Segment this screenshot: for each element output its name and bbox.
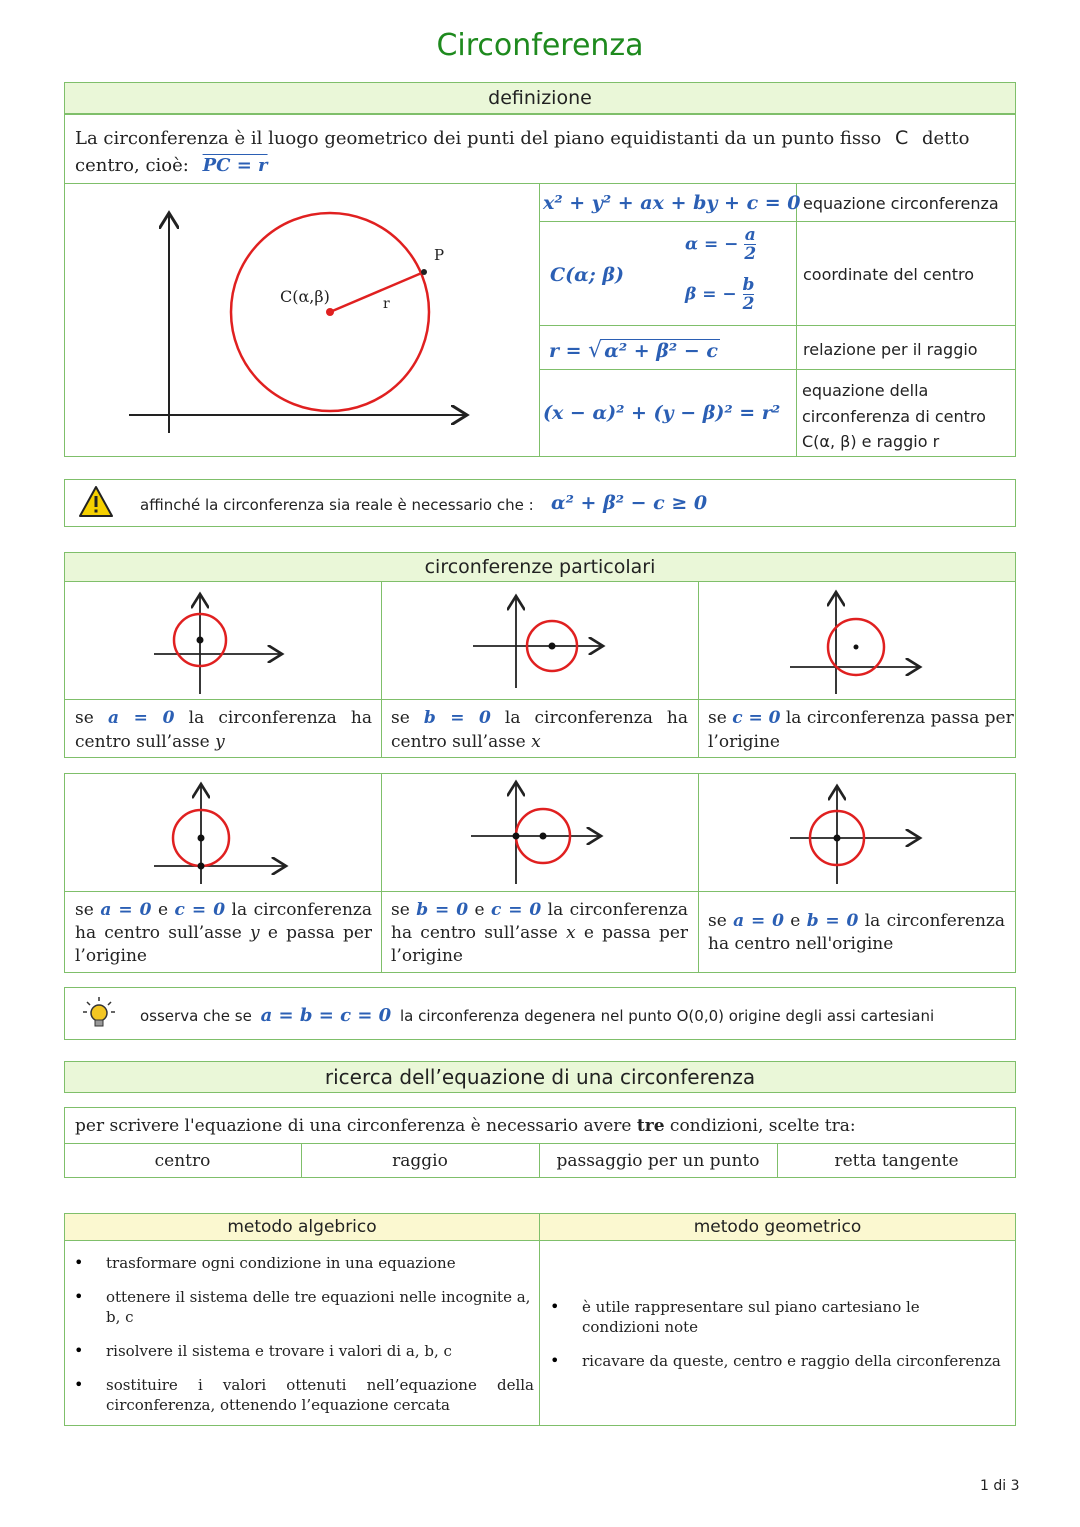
particolari-header: circonferenze particolari (64, 552, 1016, 582)
warning-formula: α² + β² − c ≥ 0 (551, 492, 708, 514)
general-equation: x² + y² + ax + by + c = 0 (543, 192, 801, 214)
circle-figure (64, 183, 539, 457)
caption-a0-line2: centro sull’asse y (75, 732, 225, 752)
pc-formula: PC = r (202, 155, 268, 176)
caption-b0-line2: centro sull’asse x (391, 732, 541, 752)
diagram-c0 (698, 582, 1015, 698)
caption-a0-c0: se a = 0 e c = 0 la circonferenza ha centro sull’asse y e passa per l’origine (75, 900, 373, 966)
radius-desc: relazione per il raggio (803, 340, 978, 359)
geometrico-list (540, 1297, 1010, 1385)
beta-formula: β = − $\frac{b}{2}$ (685, 275, 755, 314)
list-item: • trasformare ogni condizione in una equazione (64, 1253, 534, 1273)
condition-tangente: retta tangente (834, 1151, 959, 1171)
caption-a0-line1: se a = 0 la circonferenza ha (75, 708, 373, 728)
point-label: P (434, 246, 445, 264)
caption-a0-b0: se a = 0 e b = 0 la circonferenza ha centro nell'origine (708, 911, 1005, 954)
canonical-equation: (x − α)² + (y − β)² = r² (543, 402, 781, 424)
definizione-header: definizione (64, 82, 1016, 114)
caption-b0-line1: se b = 0 la circonferenza ha (391, 708, 688, 728)
condition-punto: passaggio per un punto (556, 1151, 760, 1171)
center-coords: C(α; β) (550, 264, 624, 286)
caption-c0-line1: se c = 0 la circonferenza passa per (708, 708, 1014, 728)
center-point (326, 308, 334, 316)
radius-line (330, 272, 424, 312)
metodo-algebrico-header: metodo algebrico (64, 1213, 540, 1241)
ricerca-intro: per scrivere l'equazione di una circonferenza è necessario avere tre condizioni, scelte tra: (75, 1116, 856, 1136)
center-label: C(α,β) (280, 287, 330, 306)
diagram-b0 (381, 582, 698, 698)
diagram-a0-b0 (698, 774, 1015, 890)
list-item: • sostituire i valori ottenuti nell’equazione della circonferenza, ottenendo l’equazione cercata (64, 1375, 534, 1415)
list-item: • è utile rappresentare sul piano cartesiano le condizioni note (540, 1297, 1010, 1337)
condition-centro: centro (154, 1151, 211, 1171)
diagram-a0-c0 (64, 774, 381, 890)
center-coords-desc: coordinate del centro (803, 265, 975, 284)
caption-c0-line2: l’origine (708, 732, 780, 752)
diagram-a0 (64, 582, 381, 698)
diagram-b0-c0 (381, 774, 698, 890)
alpha-formula: α = − $\frac{a}{2}$ (685, 225, 757, 264)
radius-formula: r = √ α² + β² − c (549, 338, 718, 363)
canonical-desc: equazione della circonferenza di centro C(α, β) e raggio r (802, 381, 986, 451)
lightbulb-icon (82, 996, 116, 1030)
point-p (421, 269, 427, 275)
list-item: • ottenere il sistema delle tre equazioni nelle incognite a, b, c (64, 1287, 534, 1327)
general-equation-desc: equazione circonferenza (803, 194, 999, 213)
warning-icon (78, 485, 114, 519)
definizione-text: La circonferenza è il luogo geometrico dei punti del piano equidistanti da un punto fisso C detto centro, cioè: PC = r (75, 127, 970, 176)
radius-label: r (383, 296, 390, 312)
list-item: • risolvere il sistema e trovare i valori di a, b, c (64, 1341, 534, 1361)
condition-raggio: raggio (392, 1151, 448, 1171)
warning-text: affinché la circonferenza sia reale è necessario che : (140, 496, 534, 514)
algebrico-list (64, 1253, 534, 1429)
metodo-geometrico-header: metodo geometrico (539, 1213, 1016, 1241)
ricerca-header: ricerca dell’equazione di una circonferenza (64, 1061, 1016, 1093)
list-item: • ricavare da queste, centro e raggio della circonferenza (540, 1351, 1010, 1371)
page-title: Circonferenza (436, 28, 644, 63)
caption-b0-c0: se b = 0 e c = 0 la circonferenza ha centro sull’asse x e passa per l’origine (391, 900, 689, 966)
page-number: 1 di 3 (980, 1478, 1020, 1494)
osserva-text: osserva che se a = b = c = 0 la circonferenza degenera nel punto O(0,0) origine degli assi cartesiani (140, 1005, 935, 1026)
